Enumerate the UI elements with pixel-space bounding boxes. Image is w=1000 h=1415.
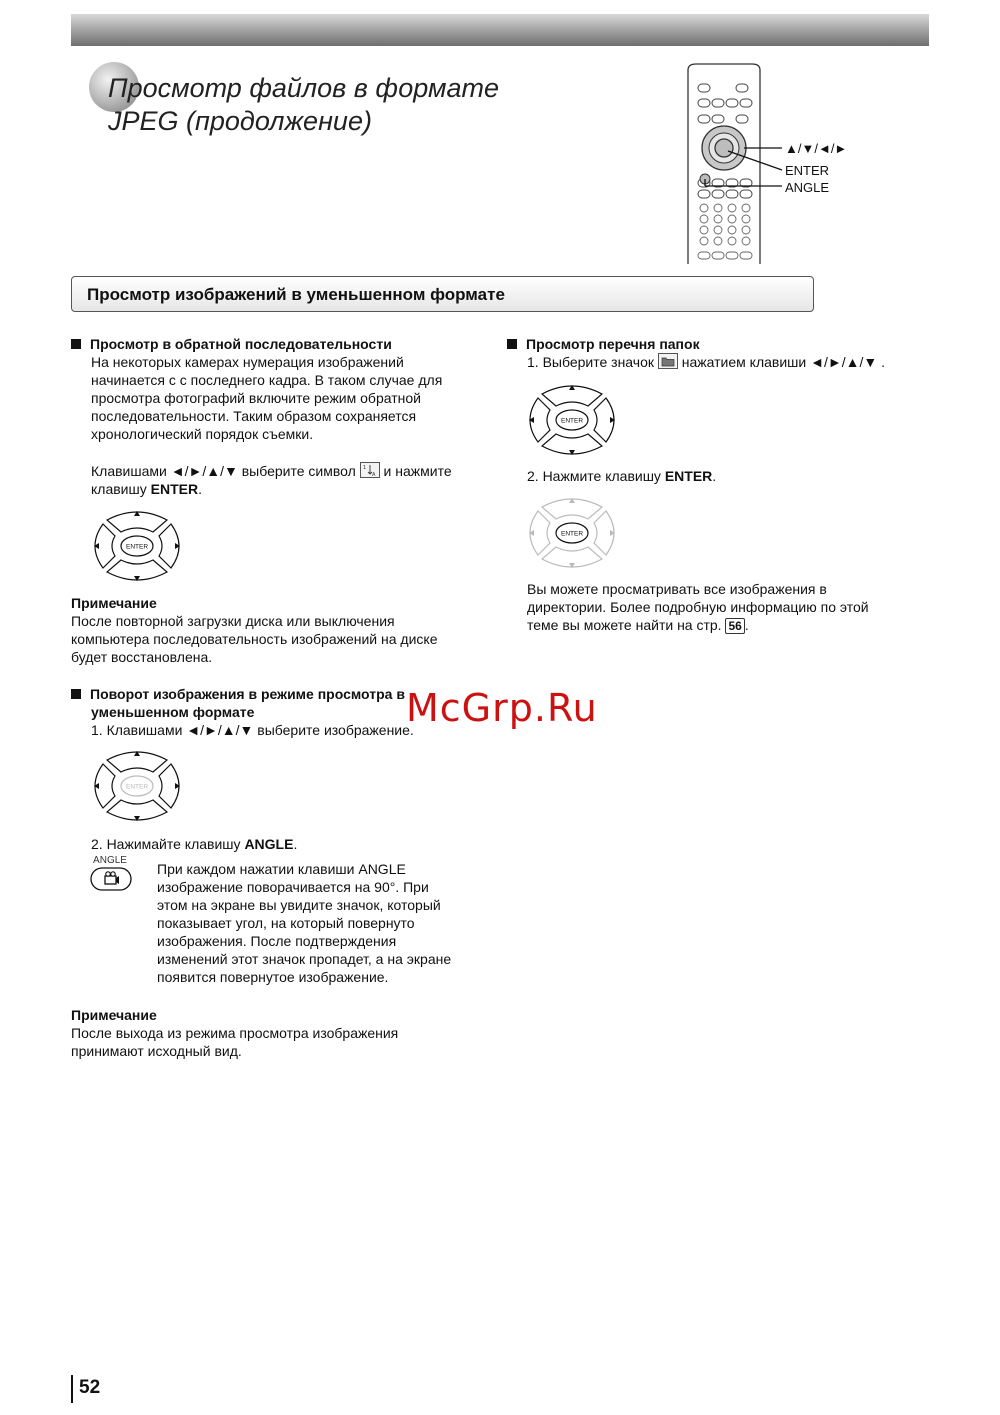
rotate-desc-line: появится повернутое изображение.: [157, 969, 389, 985]
reverse-instr-part1: Клавишами ◄/►/▲/▼ выберите символ: [91, 463, 356, 479]
folder-list-heading-text: Просмотр перечня папок: [526, 336, 700, 352]
rotate-step-1: 1. Клавишами ◄/►/▲/▼ выберите изображение.: [91, 722, 414, 738]
folder-step-2: [527, 467, 927, 485]
svg-text:A: A: [371, 472, 376, 477]
note-2-line: После выхода из режима просмотра изображения: [71, 1025, 399, 1041]
note-1-line: будет восстановлена.: [71, 649, 213, 665]
page-number: 52: [79, 1377, 101, 1398]
angle-camera-icon: [90, 866, 134, 894]
note-2-heading: Примечание: [71, 1007, 157, 1023]
note-1-line: После повторной загрузки диска или выключения: [71, 613, 395, 629]
dpad-enter-label: ENTER: [125, 783, 149, 791]
remote-angle-label: ANGLE: [785, 180, 830, 195]
note-2: [71, 1006, 491, 1060]
folder-description: [527, 580, 927, 635]
rotate-description: [157, 860, 497, 986]
reverse-instr-enter-key: ENTER: [150, 481, 199, 497]
page-title: [108, 72, 628, 138]
folder-step-2-suffix: .: [712, 468, 717, 484]
remote-arrows-label: ▲/▼/◄/►: [785, 141, 848, 156]
rotate-desc-line: показывает угол, на который повернуто: [157, 915, 415, 931]
reverse-instr-period: .: [198, 481, 202, 497]
remote-illustration: [686, 62, 866, 267]
reverse-line: На некоторых камерах нумерация изображений: [91, 354, 404, 370]
note-1-heading: Примечание: [71, 595, 157, 611]
dpad-icon: [89, 746, 185, 826]
angle-button-illustration: [90, 855, 136, 899]
page-number-divider: [71, 1375, 73, 1403]
rotate-desc-line: этом на экране вы увидите значок, который: [157, 897, 441, 913]
dpad-enter-highlight: [524, 493, 620, 578]
dpad-arrows-highlight: [89, 746, 185, 831]
note-1-line: компьютера последовательность изображений на диске: [71, 631, 438, 647]
rotate-desc-line: При каждом нажатии клавиши ANGLE: [157, 861, 406, 877]
title-line-2: JPEG (продолжение): [108, 106, 372, 136]
dpad-icon: [89, 506, 185, 586]
reverse-line: просмотра фотографий включите режим обратной: [91, 390, 421, 406]
reverse-order-icon: [360, 462, 380, 478]
folder-step-2-prefix: 2. Нажмите клавишу: [527, 468, 661, 484]
folder-icon: [658, 353, 678, 369]
folder-step-1-suffix: нажатием клавиши ◄/►/▲/▼ .: [681, 354, 885, 370]
reverse-order-description: [71, 353, 491, 443]
reverse-order-heading: [71, 335, 491, 353]
title-line-1: Просмотр файлов в формате: [108, 73, 499, 103]
remote-enter-label: ENTER: [785, 163, 830, 178]
dpad-arrows-highlight: [524, 380, 620, 465]
remote-control-icon: [686, 62, 866, 267]
folder-desc-line: Вы можете просматривать все изображения в: [527, 581, 827, 597]
bullet-square: [507, 339, 517, 349]
folder-desc-line: директории. Более подробную информацию по этой: [527, 599, 869, 615]
dpad-enter-label: ENTER: [560, 530, 584, 538]
svg-text:1: 1: [362, 465, 366, 471]
rotate-heading-line2: уменьшенном формате: [91, 704, 255, 720]
bullet-square: [71, 339, 81, 349]
folder-desc-last: [527, 616, 927, 635]
reverse-instr-line2-prefix: клавишу: [91, 481, 147, 497]
header-bar: [71, 14, 929, 46]
rotate-desc-line: изменений этот значок пропадет, а на экране: [157, 951, 452, 967]
dpad-icon: [524, 493, 620, 573]
reverse-order-block: [71, 335, 491, 443]
watermark: McGrp.Ru: [406, 686, 598, 730]
note-1: [71, 594, 491, 666]
rotate-step-2-suffix: .: [293, 836, 298, 852]
dpad-enter-label: ENTER: [560, 417, 584, 425]
page-reference-badge: 56: [725, 618, 744, 634]
reverse-line: хронологический порядок съемки.: [91, 426, 314, 442]
angle-button-label: ANGLE: [93, 855, 127, 866]
dpad-enter-highlight: [89, 506, 185, 591]
folder-step-1: [507, 353, 927, 371]
reverse-order-heading-text: Просмотр в обратной последовательности: [90, 336, 392, 352]
folder-step-2-key: ENTER: [664, 468, 713, 484]
folder-list-heading: [507, 335, 927, 353]
folder-step-1-prefix: 1. Выберите значок: [527, 354, 654, 370]
rotate-step-2-key: ANGLE: [244, 836, 294, 852]
bullet-square: [71, 689, 81, 699]
dpad-icon: [524, 380, 620, 460]
rotate-heading-line1: Поворот изображения в режиме просмотра в: [90, 686, 405, 702]
reverse-instruction: [91, 462, 491, 498]
rotate-desc-line: изображения. После подтверждения: [157, 933, 397, 949]
note-2-line: принимают исходный вид.: [71, 1043, 242, 1059]
folder-list-block: [507, 335, 927, 371]
reverse-line: последовательности. Таким образом сохраняется: [91, 408, 417, 424]
dpad-enter-label: ENTER: [125, 543, 149, 551]
reverse-line: начинается с с последнего кадра. В таком случае для: [91, 372, 443, 388]
rotate-step-2-prefix: 2. Нажимайте клавишу: [91, 836, 241, 852]
rotate-desc-line: изображение поворачивается на 90°. При: [157, 879, 429, 895]
rotate-step-2: [91, 835, 491, 853]
reverse-instr-part2: и нажмите: [383, 463, 452, 479]
folder-desc-last-suffix: .: [744, 617, 749, 633]
section-header: [71, 276, 814, 312]
section-title: Просмотр изображений в уменьшенном формате: [87, 285, 505, 304]
folder-desc-last-prefix: теме вы можете найти на стр.: [527, 617, 722, 633]
